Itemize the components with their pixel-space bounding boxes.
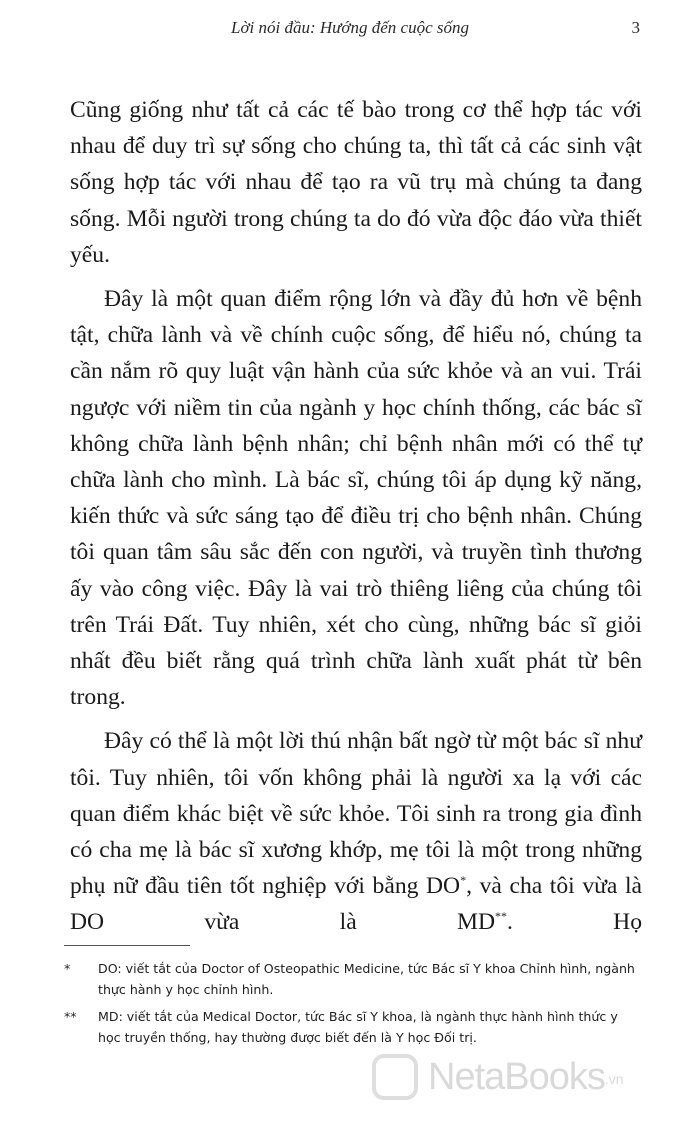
netabooks-logo-icon	[372, 1054, 418, 1100]
page-number: 3	[631, 18, 640, 37]
paragraph-2	[70, 281, 642, 715]
watermark-brand: NetaBooks	[428, 1056, 605, 1098]
paragraph-2-text: Đây là một quan điểm rộng lớn và đầy đủ hơn về bệnh tật, chữa lành và về chính cuộc sống, để hiểu nó, chúng ta cần nắm rõ quy luật vận hành của sức khỏe và an vui. Trái ngược với niềm tin của ngành y học chính thống, các bác sĩ không chữa lành bệnh nhân; chỉ bệnh nhân mới có thể tự chữa lành cho mình. Là bác sĩ, chúng tôi áp dụng kỹ năng, kiến thức và sức sáng tạo để điều trị cho bệnh nhân. Chúng tôi quan tâm sâu sắc đến con người, và truyền tình thương ấy vào công việc. Đây là vai trò thiêng liêng của chúng tôi trên Trái Đất. Tuy nhiên, xét cho cùng, những bác sĩ giỏi nhất đều biết rằng quá trình chữa lành xuất phát từ bên trong.	[70, 286, 642, 711]
footnote-ref-2: **	[495, 909, 507, 924]
watermark-text	[428, 1056, 624, 1099]
footnotes	[64, 958, 644, 1054]
page-header	[0, 18, 700, 48]
paragraph-3	[70, 723, 642, 940]
watermark	[372, 1052, 692, 1108]
watermark-suffix: .vn	[604, 1070, 624, 1087]
paragraph-3-text-after: . Họ	[507, 909, 643, 936]
footnote-2-mark: **	[64, 1009, 77, 1024]
footnote-divider	[64, 945, 190, 946]
footnote-2-text: MD: viết tắt của Medical Doctor, tức Bác sĩ Y khoa, là ngành thực hành hình thức y học truyền thống, hay thường được biết đến là Y học Đối trị.	[98, 1009, 618, 1045]
footnote-ref-1: *	[460, 873, 467, 888]
paragraph-3-text-before: Đây có thể là một lời thú nhận bất ngờ từ một bác sĩ như tôi. Tuy nhiên, tôi vốn không phải là người xa lạ với các quan điểm khác biệt về sức khỏe. Tôi sinh ra trong gia đình có cha mẹ là bác sĩ xương khớp, mẹ tôi là một trong những phụ nữ đầu tiên tốt nghiệp với bằng DO	[70, 728, 642, 900]
body-text	[70, 92, 642, 949]
footnote-1-text: DO: viết tắt của Doctor of Osteopathic Medicine, tức Bác sĩ Y khoa Chỉnh hình, ngành thực hành y học chỉnh hình.	[98, 961, 635, 997]
footnote-2	[64, 1006, 644, 1048]
paragraph-3-text-middle: , và cha tôi vừa là DO vừa là MD	[70, 873, 642, 936]
footnote-1	[64, 958, 644, 1000]
running-title: Lời nói đầu: Hướng đến cuộc sống	[230, 18, 469, 37]
paragraph-1: Cũng giống như tất cả các tế bào trong cơ thể hợp tác với nhau để duy trì sự sống cho chúng ta, thì tất cả các sinh vật sống hợp tác với nhau để tạo ra vũ trụ mà chúng ta đang sống. Mỗi người trong chúng ta do đó vừa độc đáo vừa thiết yếu.	[70, 97, 642, 268]
footnote-1-mark: *	[64, 961, 71, 976]
